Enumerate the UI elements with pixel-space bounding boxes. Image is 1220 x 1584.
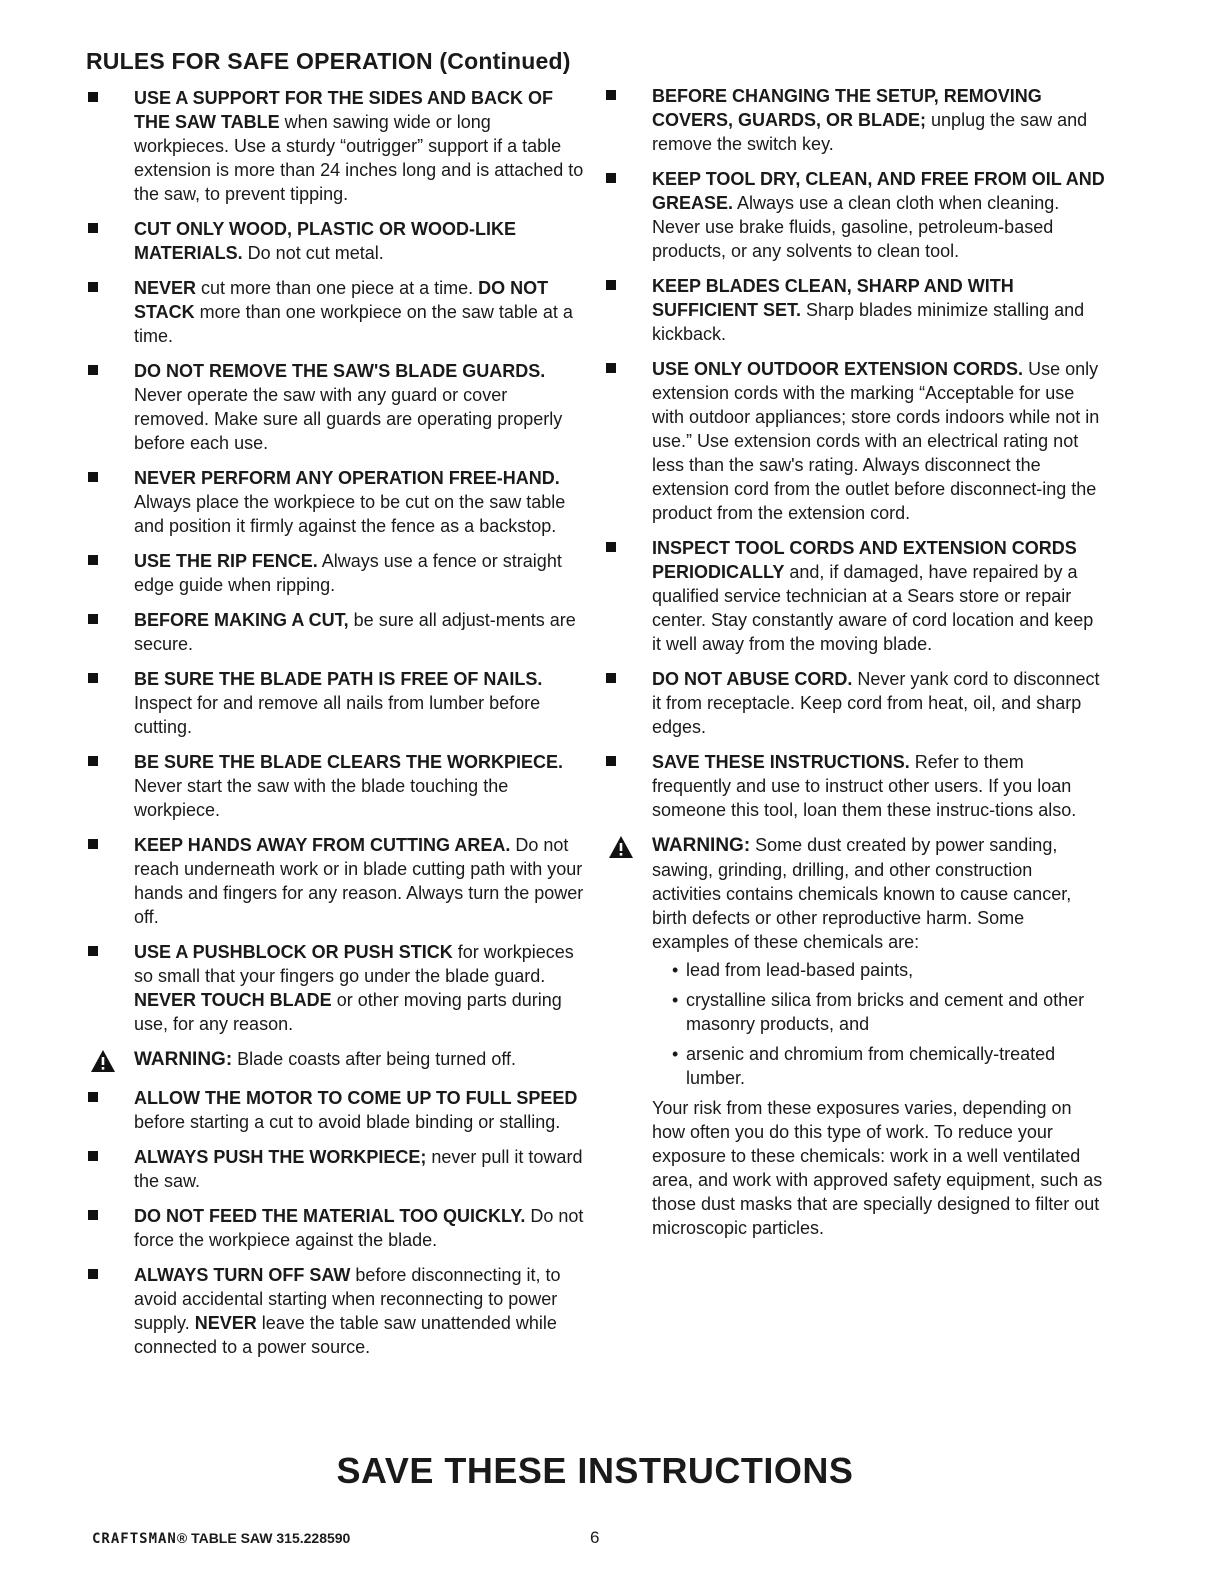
square-bullet-icon <box>88 1210 98 1220</box>
rule-item <box>606 274 1106 346</box>
rule-heading: USE ONLY OUTDOOR EXTENSION CORDS. <box>652 359 1024 379</box>
rule-text: Do not reach underneath work or in blade cutting path with your hands and fingers for any reason. Always turn the power off. <box>134 835 584 927</box>
right-column <box>606 84 1106 1240</box>
warning-label: WARNING: <box>652 835 751 856</box>
rule-item <box>606 84 1106 156</box>
right-rule-list <box>606 84 1106 822</box>
rule-item <box>88 1204 584 1252</box>
rule-item <box>606 357 1106 525</box>
brand-logo: CRAFTSMAN <box>92 1531 177 1547</box>
rule-heading: NEVER <box>134 278 197 298</box>
rule-heading: SAVE THESE INSTRUCTIONS. <box>652 752 910 772</box>
rule-item <box>88 549 584 597</box>
rule-heading: USE A PUSHBLOCK OR PUSH STICK <box>134 942 453 962</box>
example-item: • arsenic and chromium from chemically-treated lumber. <box>672 1044 1056 1088</box>
brand-reg-mark: ® <box>176 1530 188 1546</box>
square-bullet-icon <box>88 756 98 766</box>
left-column <box>88 86 584 1370</box>
rule-heading: ALWAYS TURN OFF SAW <box>134 1265 351 1285</box>
rule-heading: INSPECT TOOL CORDS AND EXTENSION CORDS PERIODICALLY <box>652 538 1077 582</box>
rule-text: for workpieces so small that your fingers go under the blade guard. <box>134 942 574 986</box>
square-bullet-icon <box>88 282 98 292</box>
footer-product <box>92 1530 350 1547</box>
warning-triangle-icon <box>90 1049 116 1073</box>
rule-item <box>606 536 1106 656</box>
square-bullet-icon <box>88 1092 98 1102</box>
rule-text: when sawing wide or long workpieces. Use a sturdy “outrigger” support if a table extension is more than 24 inches long and is attached to the saw, to prevent tipping. <box>134 112 584 204</box>
rule-heading: ALWAYS PUSH THE WORKPIECE; <box>134 1147 427 1167</box>
square-bullet-icon <box>606 280 616 290</box>
rule-item <box>88 1263 584 1359</box>
rule-heading: NEVER <box>194 1313 257 1333</box>
rule-heading: BE SURE THE BLADE PATH IS FREE OF NAILS. <box>134 669 543 689</box>
rule-text: and, if damaged, have repaired by a qualified service technician at a Sears store or repair center. Stay constantly aware of cord location and keep it well away from the moving blade. <box>652 562 1094 654</box>
rule-heading: KEEP HANDS AWAY FROM CUTTING AREA. <box>134 835 511 855</box>
rule-item <box>88 86 584 206</box>
rule-item <box>88 276 584 348</box>
square-bullet-icon <box>606 90 616 100</box>
rule-heading: BEFORE CHANGING THE SETUP, REMOVING COVERS, GUARDS, OR BLADE; <box>652 86 1042 130</box>
rule-item <box>88 466 584 538</box>
square-bullet-icon <box>606 673 616 683</box>
rule-heading: CUT ONLY WOOD, PLASTIC OR WOOD-LIKE MATERIALS. <box>134 219 516 263</box>
rule-item <box>88 359 584 455</box>
square-bullet-icon <box>88 223 98 233</box>
rule-heading: USE A SUPPORT FOR THE SIDES AND BACK OF THE SAW TABLE <box>134 88 554 132</box>
rule-item <box>88 833 584 929</box>
rule-item <box>88 750 584 822</box>
rule-heading: KEEP TOOL DRY, CLEAN, AND FREE FROM OIL AND GREASE. <box>652 169 1105 213</box>
rule-text: Always place the workpiece to be cut on the saw table and position it firmly against the fence as a backstop. <box>134 492 566 536</box>
rule-item <box>606 167 1106 263</box>
rule-text: Never operate the saw with any guard or cover removed. Make sure all guards are operating properly before each use. <box>134 385 563 453</box>
rule-text: cut more than one piece at a time. <box>196 278 479 298</box>
square-bullet-icon <box>606 542 616 552</box>
square-bullet-icon <box>88 673 98 683</box>
rule-heading: DO NOT ABUSE CORD. <box>652 669 853 689</box>
warning-text: Blade coasts after being turned off. <box>232 1049 517 1069</box>
left-rule-list-a <box>88 86 584 1036</box>
rule-text: never pull it toward the saw. <box>134 1147 583 1191</box>
rule-heading: BE SURE THE BLADE CLEARS THE WORKPIECE. <box>134 752 564 772</box>
rule-heading: DO NOT STACK <box>134 278 549 322</box>
page-number: 6 <box>590 1528 600 1547</box>
warning-triangle-icon <box>608 835 634 859</box>
square-bullet-icon <box>88 555 98 565</box>
square-bullet-icon <box>606 173 616 183</box>
save-instructions-banner: SAVE THESE INSTRUCTIONS <box>336 1450 854 1491</box>
square-bullet-icon <box>88 92 98 102</box>
rule-text: be sure all adjust-ments are secure. <box>134 610 576 654</box>
rule-text: leave the table saw unattended while connected to a power source. <box>134 1313 557 1357</box>
rule-text: Refer to them frequently and use to instruct other users. If you loan someone this tool, loan them these instruc-tions also. <box>652 752 1077 820</box>
warning-blade-coasts <box>88 1047 584 1072</box>
rule-text: unplug the saw and remove the switch key. <box>652 110 1088 154</box>
square-bullet-icon <box>88 839 98 849</box>
rule-text: before starting a cut to avoid blade binding or stalling. <box>134 1112 561 1132</box>
rule-item <box>88 940 584 1036</box>
rule-heading: NEVER TOUCH BLADE <box>134 990 332 1010</box>
rule-heading: NEVER PERFORM ANY OPERATION FREE-HAND. <box>134 468 560 488</box>
rule-heading: KEEP BLADES CLEAN, SHARP AND WITH SUFFICIENT SET. <box>652 276 1014 320</box>
rule-text: Do not force the workpiece against the blade. <box>134 1206 584 1250</box>
exposure-paragraph: Your risk from these exposures varies, depending on how often you do this type of work. To reduce your exposure to these chemicals: work in a well ventilated area, and work with approved safety equipment, such as those dust masks that are specially designed to filter out microscopic particles. <box>652 1098 1103 1238</box>
rule-text: before disconnecting it, to avoid accidental starting when reconnecting to power supply. <box>134 1265 561 1333</box>
rule-text: more than one workpiece on the saw table at a time. <box>134 302 573 346</box>
model-label: TABLE SAW 315.228590 <box>187 1530 351 1546</box>
chemical-examples <box>606 958 1106 1090</box>
rule-text: Never yank cord to disconnect it from receptacle. Keep cord from heat, oil, and sharp edges. <box>652 669 1100 737</box>
rule-text: Inspect for and remove all nails from lumber before cutting. <box>134 693 541 737</box>
rule-text: Always use a clean cloth when cleaning. Never use brake fluids, gasoline, petroleum-based products, or any solvents to clean tool. <box>652 193 1060 261</box>
square-bullet-icon <box>88 365 98 375</box>
rule-item <box>88 608 584 656</box>
left-rule-list-b <box>88 1086 584 1359</box>
rule-text: Sharp blades minimize stalling and kickback. <box>652 300 1085 344</box>
example-item: • lead from lead-based paints, <box>672 960 914 980</box>
rule-text: Never start the saw with the blade touching the workpiece. <box>134 776 509 820</box>
warning-text: Some dust created by power sanding, sawing, grinding, drilling, and other construction activities contains chemicals known to cause cancer, birth defects or other reproductive harm. Some examples of these chemicals are: <box>652 835 1072 952</box>
warning-label: WARNING: <box>134 1049 233 1070</box>
rule-item <box>88 1086 584 1134</box>
rule-text: Always use a fence or straight edge guide when ripping. <box>134 551 562 595</box>
rule-text: Use only extension cords with the marking “Acceptable for use with outdoor appliances; store cords indoors while not in use.” Use extension cords with an electrical rating not less than the saw's rating. Always disconnect the extension cord from the outlet before disconnect-ing the product from the extension cord. <box>652 359 1100 523</box>
rule-heading: ALLOW THE MOTOR TO COME UP TO FULL SPEED <box>134 1088 578 1108</box>
square-bullet-icon <box>88 614 98 624</box>
square-bullet-icon <box>88 1269 98 1279</box>
rule-item <box>606 667 1106 739</box>
example-item: • crystalline silica from bricks and cement and other masonry products, and <box>672 990 1085 1034</box>
warning-dust-chemicals <box>606 833 1106 954</box>
page-heading: RULES FOR SAFE OPERATION (Continued) <box>86 48 571 74</box>
rule-heading: USE THE RIP FENCE. <box>134 551 318 571</box>
square-bullet-icon <box>606 363 616 373</box>
rule-text: Do not cut metal. <box>242 243 384 263</box>
rule-heading: DO NOT FEED THE MATERIAL TOO QUICKLY. <box>134 1206 526 1226</box>
rule-heading: DO NOT REMOVE THE SAW'S BLADE GUARDS. <box>134 361 546 381</box>
square-bullet-icon <box>606 756 616 766</box>
rule-item <box>606 750 1106 822</box>
rule-heading: BEFORE MAKING A CUT, <box>134 610 349 630</box>
square-bullet-icon <box>88 1151 98 1161</box>
rule-item <box>88 667 584 739</box>
square-bullet-icon <box>88 946 98 956</box>
rule-item <box>88 217 584 265</box>
rule-item <box>88 1145 584 1193</box>
rule-text: or other moving parts during use, for any reason. <box>134 990 562 1034</box>
square-bullet-icon <box>88 472 98 482</box>
